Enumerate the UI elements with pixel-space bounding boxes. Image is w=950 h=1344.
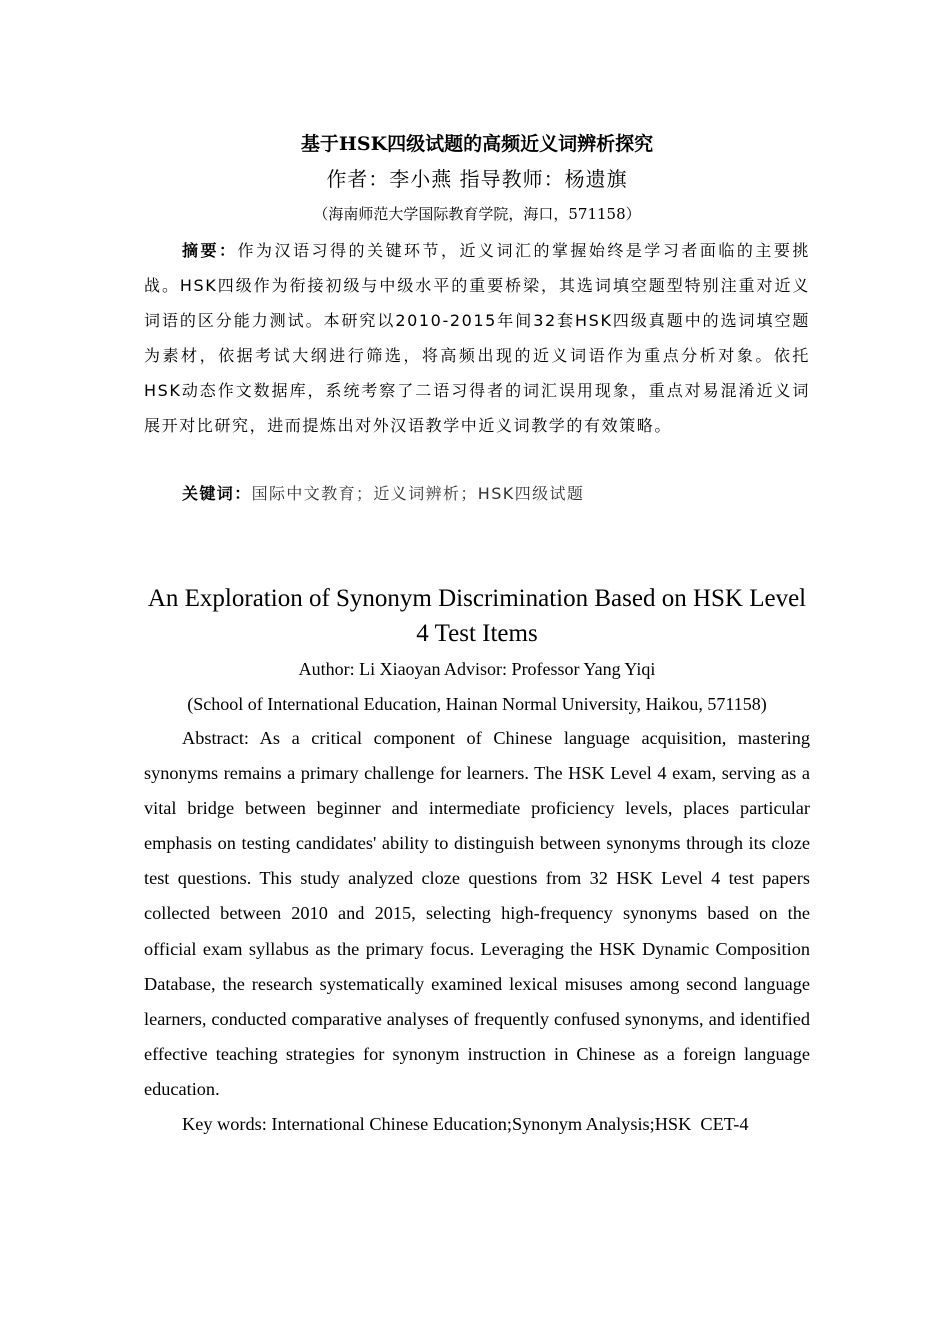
chinese-author-line: 作者：李小燕 指导教师：杨遗旗 (326, 167, 628, 191)
chinese-abstract-label: 摘要： (182, 241, 238, 260)
chinese-keywords-text: 国际中文教育；近义词辨析；HSK四级试题 (251, 484, 585, 503)
chinese-abstract (144, 233, 810, 443)
chinese-keywords-label: 关键词： (182, 484, 252, 503)
english-abstract-label: Abstract: (182, 728, 250, 748)
english-keywords-label: Key words: (182, 1114, 267, 1134)
english-abstract-text: As a critical component of Chinese language acquisition, mastering synonyms remains a primary challenge for learners. The HSK Level 4 exam, serving as a vital bridge between beginner and intermediate proficiency levels, places particular emphasis on testing candidates' ability to distinguish between synonyms through its cloze test questions. This study analyzed cloze questions from 32 HSK Level 4 test papers collected between 2010 and 2015, selecting high-frequency synonyms based on the official exam syllabus as the primary focus. Leveraging the HSK Dynamic Composition Database, the research systematically examined lexical misuses among second language learners, conducted comparative analyses of frequently confused synonyms, and identified effective teaching strategies for synonym instruction in Chinese as a foreign language education. (144, 728, 810, 1099)
english-affiliation: (School of International Education, Hainan Normal University, Haikou, 571158) (187, 694, 767, 714)
english-keywords (144, 1108, 810, 1140)
chinese-affiliation: （海南师范大学国际教育学院，海口，571158） (313, 205, 641, 223)
english-author-line: Author: Li Xiaoyan Advisor: Professor Yang Yiqi (298, 659, 656, 679)
english-title: An Exploration of Synonym Discrimination Based on HSK Level 4 Test Items (147, 585, 807, 647)
chinese-abstract-text: 作为汉语习得的关键环节，近义词汇的掌握始终是学习者面临的主要挑战。HSK四级作为衔接初级与中级水平的重要桥梁，其选词填空题型特别注重对近义词语的区分能力测试。本研究以2010-2015年间32套HSK四级真题中的选词填空题为素材，依据考试大纲进行筛选，将高频出现的近义词语作为重点分析对象。依托HSK动态作文数据库，系统考察了二语习得者的词汇误用现象，重点对易混淆近义词展开对比研究，进而提炼出对外汉语教学中近义词教学的有效策略。 (144, 241, 810, 435)
chinese-keywords (144, 478, 810, 510)
english-keywords-text: International Chinese Education;Synonym Analysis;HSK CET-4 (266, 1114, 749, 1134)
english-abstract (144, 721, 810, 1107)
chinese-title: 基于HSK四级试题的高频近义词辨析探究 (300, 133, 654, 155)
